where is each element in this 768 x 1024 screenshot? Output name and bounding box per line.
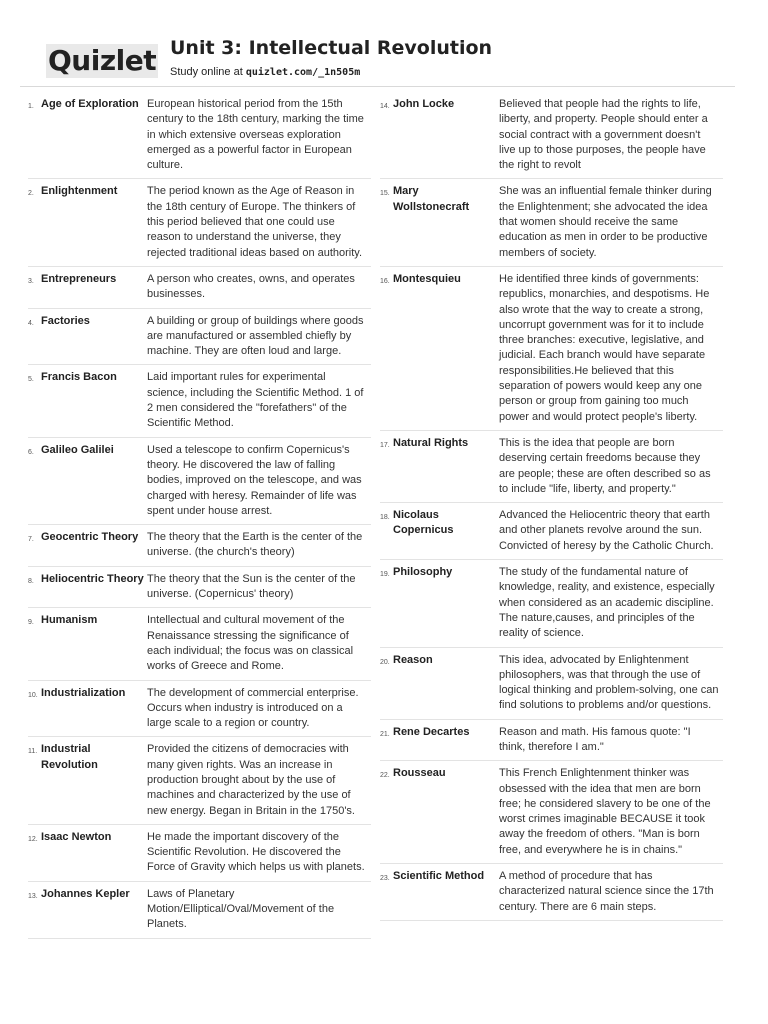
term-row — [28, 309, 371, 366]
term-column-left — [28, 92, 371, 939]
term-definition: European historical period from the 15th century to the 18th century, marking the time in which extensive overseas exploration emerged as a powerful factor in European culture. — [147, 98, 364, 172]
term-number: 19. — [380, 571, 390, 579]
term-word: Entrepreneurs — [41, 272, 117, 285]
term-row — [28, 92, 371, 179]
term-definition: Provided the citizens of democracies with many given rights. Was an increase in production brought about by the use of machines and characterized by the use of new energy. Began in Britain in the 1750's. — [147, 743, 355, 817]
study-online-line — [170, 66, 360, 78]
term-row — [380, 648, 723, 720]
term-word: Enlightenment — [41, 185, 118, 198]
term-word: Francis Bacon — [41, 371, 117, 384]
term-row — [380, 179, 723, 266]
term-row — [380, 92, 723, 179]
term-row — [380, 431, 723, 503]
term-number: 20. — [380, 658, 390, 666]
term-definition: This is the idea that people are born deserving certain freedoms because they are people; these are often described so as to include "life, liberty, and property." — [499, 436, 711, 495]
term-word: Isaac Newton — [41, 830, 112, 843]
term-definition: He identified three kinds of governments: republics, monarchies, and despotisms. He also wrote that the way to create a strong, uncorrupt government was for it to include three branches: executive, legislative, and judicial. Each branch would have separate responsibilities.He believed that this separation of powers would keep any one person or group from gaining too much power and would protect people's liberty. — [499, 272, 710, 423]
page-title: Unit 3: Intellectual Revolution — [170, 37, 493, 59]
term-definition: This idea, advocated by Enlightenment philosophers, was that through the use of logical thinking and problem-solving, one can find solutions to problems and/or questions. — [499, 653, 719, 712]
term-definition: A person who creates, owns, and operates businesses. — [147, 272, 355, 301]
term-word: Factories — [41, 314, 90, 327]
term-word: Geocentric Theory — [41, 531, 139, 544]
term-definition: Laid important rules for experimental science, including the Scientific Method. 1 of 2 men considered the "forefathers" of the Scientific Method. — [147, 371, 364, 430]
term-definition: The theory that the Sun is the center of the universe. (Copernicus' theory) — [147, 572, 356, 601]
page-header — [0, 0, 768, 90]
term-number: 14. — [380, 103, 390, 110]
term-word: Heliocentric Theory — [41, 572, 144, 585]
term-row — [380, 864, 723, 921]
term-word: Nicolaus Copernicus — [393, 509, 454, 537]
term-definition: The theory that the Earth is the center of the universe. (the church's theory) — [147, 531, 363, 559]
term-number: 2. — [28, 190, 34, 198]
term-word: Natural Rights — [393, 436, 469, 449]
term-word: Rousseau — [393, 767, 446, 780]
term-definition: The development of commercial enterprise. Occurs when industry is introduced on a large scale to a region or country. — [147, 686, 359, 730]
term-definition: Used a telescope to confirm Copernicus's theory. He discovered the law of falling bodies, improved on the telescope, and was charged with heresy. Remainder of life was spent under house arrest. — [147, 443, 362, 517]
term-number: 8. — [28, 577, 34, 585]
term-row — [380, 761, 723, 864]
term-word: Age of Exploration — [41, 98, 139, 110]
term-number: 4. — [28, 319, 34, 327]
study-url-link[interactable]: quizlet.com/_1n505m — [245, 67, 361, 78]
term-number: 12. — [28, 835, 38, 843]
term-number: 17. — [380, 441, 390, 449]
term-definition: The study of the fundamental nature of knowledge, reality, and existence, especially when considered as an academic discipline. The nature,causes, and principles of the reality of science. — [499, 566, 715, 640]
term-word: Rene Decartes — [393, 725, 470, 738]
term-word: Industrialization — [41, 686, 126, 699]
term-row — [28, 882, 371, 939]
term-number: 15. — [380, 190, 390, 198]
term-word: Reason — [393, 653, 433, 666]
term-column-right — [380, 92, 723, 921]
term-row — [380, 560, 723, 647]
term-definition: She was an influential female thinker during the Enlightenment; she advocated the idea that women should receive the same education as men in order to be productive members of society. — [499, 185, 712, 259]
term-definition: He made the important discovery of the Scientific Revolution. He discovered the Force of Gravity which helps us with planets. — [147, 830, 365, 874]
term-word: Mary Wollstonecraft — [393, 185, 470, 213]
term-word: Philosophy — [393, 566, 453, 579]
term-number: 1. — [28, 103, 34, 110]
term-definition: Believed that people had the rights to life, liberty, and property. People should enter a social contract with a government doesn't live up to those purposes, the people have the right to revolt — [499, 98, 708, 172]
study-prefix: Study online at — [170, 66, 246, 78]
term-number: 9. — [28, 619, 34, 627]
term-row — [28, 608, 371, 680]
term-row — [28, 525, 371, 567]
term-number: 21. — [380, 730, 390, 738]
term-number: 5. — [28, 376, 34, 384]
term-row — [28, 825, 371, 882]
quizlet-logo: Quizlet — [48, 44, 157, 77]
term-row — [28, 179, 371, 266]
term-number: 11. — [28, 748, 38, 756]
term-row — [28, 737, 371, 824]
term-number: 18. — [380, 514, 390, 522]
term-number: 3. — [28, 277, 34, 285]
term-number: 13. — [28, 892, 38, 900]
term-word: Scientific Method — [393, 870, 485, 883]
term-definition: A building or group of buildings where goods are manufactured or assembled chiefly by machine. They are often loud and large. — [147, 314, 364, 358]
term-number: 22. — [380, 772, 390, 780]
term-row — [28, 681, 371, 738]
term-word: Humanism — [41, 614, 98, 627]
term-row — [28, 438, 371, 525]
term-number: 7. — [28, 536, 34, 544]
term-definition: Advanced the Heliocentric theory that earth and other planets revolve around the sun. Convicted of heresy by the Catholic Church. — [499, 509, 714, 552]
term-definition: Intellectual and cultural movement of the Renaissance stressing the significance of each individual; the focus was on classical works of Greece and Rome. — [147, 614, 354, 673]
term-row — [380, 267, 723, 431]
term-row — [28, 567, 371, 609]
term-word: Montesquieu — [393, 272, 461, 285]
term-row — [380, 503, 723, 560]
term-number: 16. — [380, 277, 390, 285]
term-definition: Reason and math. His famous quote: "I think, therefore I am." — [499, 725, 691, 753]
term-word: Industrial Revolution — [41, 743, 98, 771]
term-word: John Locke — [393, 98, 455, 110]
term-definition: The period known as the Age of Reason in the 18th century of Europe. The thinkers of this period believed that one could use reason to understand the universe, they rejected traditional ideas based on authority. — [147, 185, 363, 259]
term-number: 10. — [28, 691, 38, 699]
term-row — [28, 365, 371, 437]
term-definition: Laws of Planetary Motion/Elliptical/Oval/Movement of the Planets. — [147, 887, 335, 931]
term-definition: This French Enlightenment thinker was obsessed with the idea that men are born free; he considered slavery to be one of the worst crimes imaginable BECAUSE it took away the freedom of others. "Man is born free, and everywhere he is in chains." — [499, 767, 711, 856]
header-divider — [20, 86, 735, 87]
term-word: Galileo Galilei — [41, 443, 114, 456]
term-row — [28, 267, 371, 309]
term-row — [380, 720, 723, 762]
term-definition: A method of procedure that has characterized natural science since the 17th century. There are 6 main steps. — [499, 870, 714, 913]
term-number: 23. — [380, 875, 390, 883]
term-word: Johannes Kepler — [41, 887, 130, 900]
term-number: 6. — [28, 448, 34, 456]
